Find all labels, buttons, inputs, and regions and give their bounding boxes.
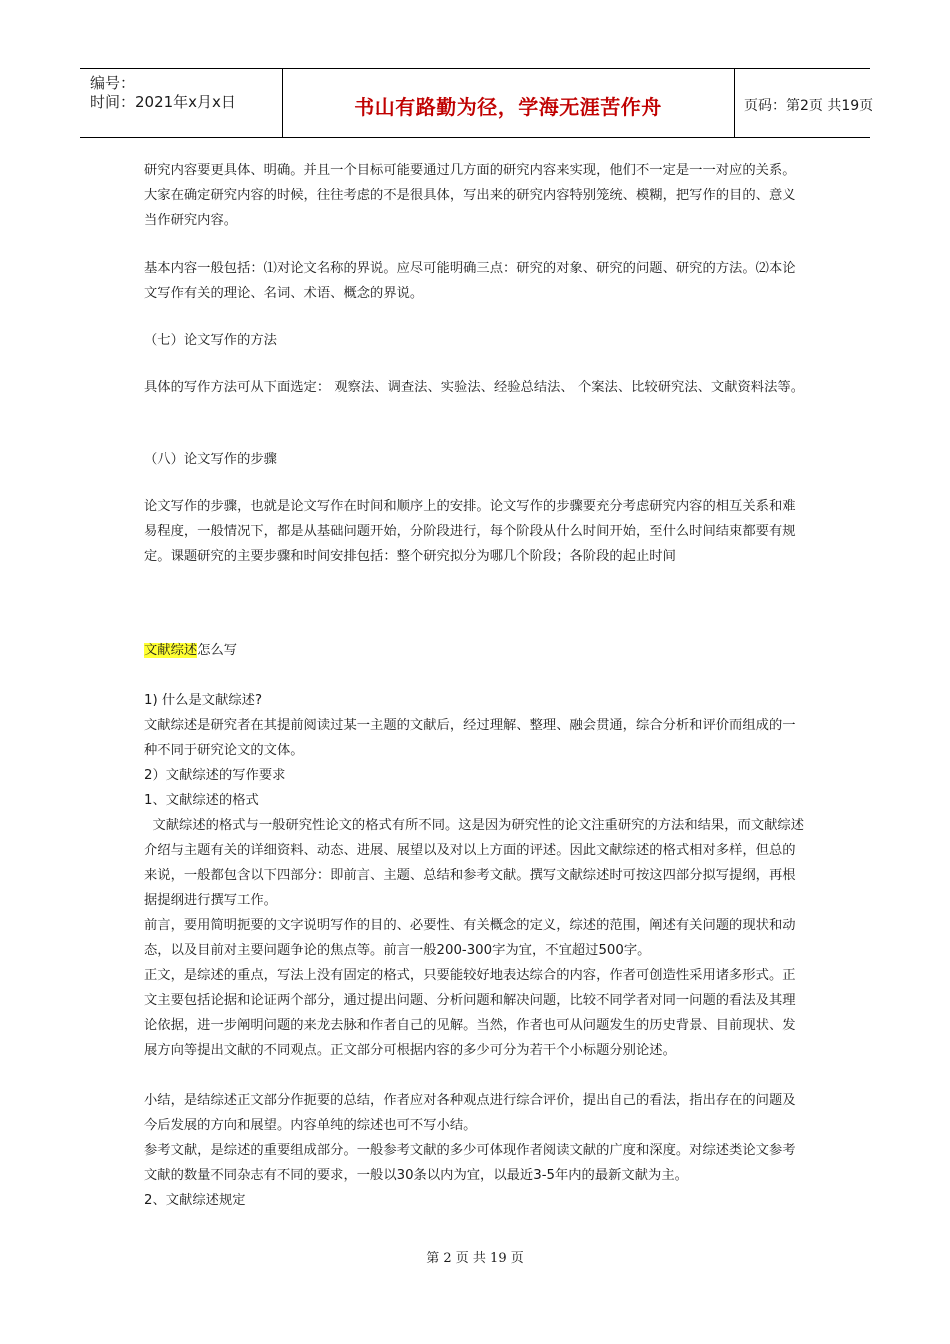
paragraph-basic-content: 基本内容一般包括：⑴对论文名称的界说。应尽可能明确三点：研究的对象、研究的问题、研究的方法。⑵本论文写作有关的理论、名词、术语、概念的界说。 xyxy=(144,261,796,301)
section-title xyxy=(144,638,808,663)
paragraph-references: 参考文献，是综述的重要组成部分。一般参考文献的多少可体现作者阅读文献的广度和深度。对综述类论文参考文献的数量不同杂志有不同的要求，一般以30条以内为宜，以最近3-5年内的最新文献为主。 xyxy=(144,1143,796,1183)
question-what-is-review: 1) 什么是文献综述? xyxy=(144,693,263,708)
motto-text: 书山有路勤为径，学海无涯苦作舟 xyxy=(354,95,662,119)
header-motto-cell xyxy=(282,69,735,137)
page-info: 页码：第2页 共19页 xyxy=(744,98,874,114)
subheading-format: 1、文献综述的格式 xyxy=(144,793,259,808)
paragraph-format: 文献综述的格式与一般研究性论文的格式有所不同。这是因为研究性的论文注重研究的方法和结果，而文献综述介绍与主题有关的详细资料、动态、进展、展望以及对以上方面的评述。因此文献综述的格式相对多样，但总的来说，一般都包含以下四部分：即前言、主题、总结和参考文献。撰写文献综述时可按这四部分拟写提纲，再根据提纲进行撰写工作。 xyxy=(144,818,805,908)
heading-writing-method: （七）论文写作的方法 xyxy=(144,333,277,348)
page-header xyxy=(80,68,874,138)
paragraph-summary: 小结，是结综述正文部分作扼要的总结，作者应对各种观点进行综合评价，提出自己的看法，指出存在的问题及今后发展的方向和展望。内容单纯的综述也可不写小结。 xyxy=(144,1093,796,1133)
paragraph-research-content: 研究内容要更具体、明确。并且一个目标可能要通过几方面的研究内容来实现，他们不一定是一一对应的关系。大家在确定研究内容的时候，往往考虑的不是很具体，写出来的研究内容特别笼统、模糊，把写作的目的、意义当作研究内容。 xyxy=(144,163,796,228)
header-page-cell xyxy=(734,69,874,137)
subheading-regulations: 2、文献综述规定 xyxy=(144,1193,246,1208)
section-title-highlight: 文献综述 xyxy=(144,643,198,658)
section-title-rest: 怎么写 xyxy=(197,643,238,658)
paragraph-preface: 前言，要用简明扼要的文字说明写作的目的、必要性、有关概念的定义，综述的范围，阐述有关问题的现状和动态，以及目前对主要问题争论的焦点等。前言一般200-300字为宜，不宜超过500字。 xyxy=(144,918,796,958)
paragraph-writing-method: 具体的写作方法可从下面选定： 观察法、调查法、实验法、经验总结法、 个案法、比较研究法、文献资料法等。 xyxy=(144,380,804,395)
answer-what-is-review: 文献综述是研究者在其提前阅读过某一主题的文献后，经过理解、整理、融会贯通，综合分析和评价而组成的一种不同于研究论文的文体。 xyxy=(144,718,796,758)
heading-writing-steps: （八）论文写作的步骤 xyxy=(144,452,277,467)
number-label: 编号： xyxy=(90,74,136,92)
page-footer: 第 2 页 共 19 页 xyxy=(426,1251,524,1266)
question-writing-requirements: 2）文献综述的写作要求 xyxy=(144,768,286,783)
header-meta-cell xyxy=(80,69,283,137)
date-label: 时间：2021年x月x日 xyxy=(90,93,236,111)
paragraph-writing-steps: 论文写作的步骤，也就是论文写作在时间和顺序上的安排。论文写作的步骤要充分考虑研究内容的相互关系和难易程度，一般情况下，都是从基础问题开始，分阶段进行，每个阶段从什么时间开始，至什么时间结束都要有规定。课题研究的主要步骤和时间安排包括：整个研究拟分为哪几个阶段；各阶段的起止时间 xyxy=(144,499,796,564)
paragraph-main-text: 正文，是综述的重点，写法上没有固定的格式，只要能较好地表达综合的内容，作者可创造性采用诸多形式。正文主要包括论据和论证两个部分，通过提出问题、分析问题和解决问题，比较不同学者对同一问题的看法及其理论依据，进一步阐明问题的来龙去脉和作者自己的见解。当然，作者也可从问题发生的历史背景、目前现状、发展方向等提出文献的不同观点。正文部分可根据内容的多少可分为若干个小标题分别论述。 xyxy=(144,968,796,1058)
